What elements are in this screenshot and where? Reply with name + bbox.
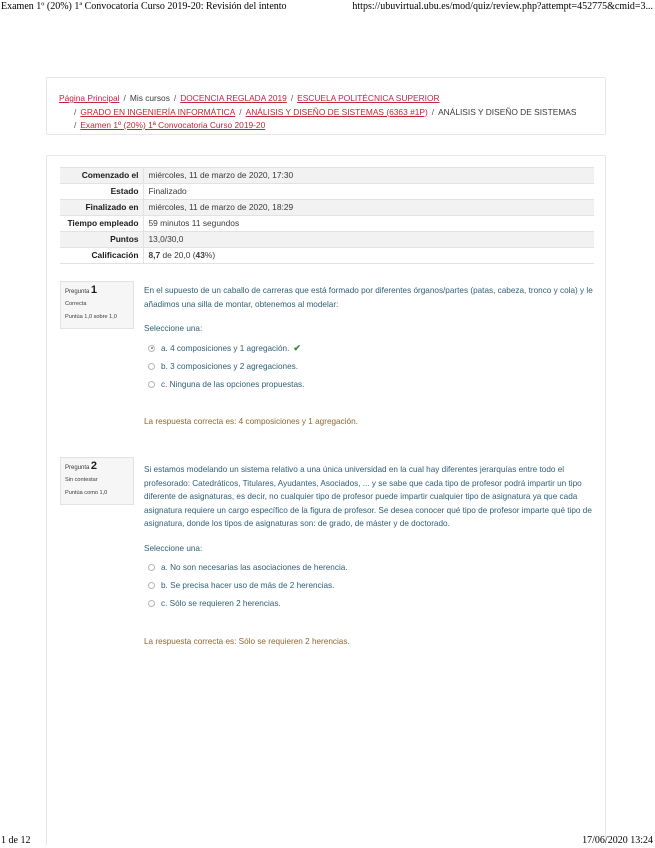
answer-text: a. No son necesarias las asociaciones de herencia. <box>161 563 348 573</box>
breadcrumb-separator: / <box>239 106 242 117</box>
print-header <box>0 0 655 14</box>
breadcrumb-asignatura-text: ANÁLISIS Y DISEÑO DE SISTEMAS <box>438 106 577 117</box>
breadcrumb-home-link[interactable]: Página Principal <box>59 93 120 103</box>
summary-value: miércoles, 11 de marzo de 2020, 17:30 <box>148 170 294 180</box>
question-number: 1 <box>90 284 98 296</box>
breadcrumb-grado-link[interactable]: GRADO EN INGENIERÍA INFORMÁTICA <box>80 106 236 117</box>
print-page-title: Examen 1º (20%) 1ª Convocatoria Curso 2019-20: Revisión del intento <box>1 1 287 12</box>
summary-value <box>143 248 594 264</box>
question-grade: Puntúa 1,0 sobre 1,0 <box>65 314 117 320</box>
breadcrumb-separator: / <box>123 93 126 103</box>
breadcrumb-escuela-link[interactable]: ESCUELA POLITÉCNICA SUPERIOR <box>297 93 440 103</box>
quiz-review-card <box>46 155 606 845</box>
summary-label: Puntos <box>60 232 143 248</box>
radio-button[interactable] <box>148 564 155 571</box>
right-answer-feedback: La respuesta correcta es: 4 composiciones y 1 agregación. <box>144 417 358 427</box>
attempt-summary-table <box>60 167 594 264</box>
question-grade: Puntúa como 1,0 <box>65 490 108 496</box>
question-number: 2 <box>90 460 98 472</box>
radio-button[interactable] <box>148 363 155 370</box>
right-answer-feedback: La respuesta correcta es: Sólo se requieren 2 herencias. <box>144 636 350 646</box>
question-label: Pregunta <box>65 465 90 471</box>
breadcrumb-separator: / <box>290 93 294 103</box>
radio-button[interactable] <box>148 582 155 589</box>
print-datetime: 17/06/2020 13:24 <box>582 835 653 846</box>
summary-row-grade <box>60 248 594 264</box>
summary-row-time-taken <box>60 216 594 232</box>
grade-percent-suffix: %) <box>204 250 216 260</box>
question-2-content <box>144 463 594 646</box>
radio-button[interactable] <box>148 345 155 352</box>
correct-check-icon: ✔ <box>293 342 301 353</box>
breadcrumb-my-courses: Mis cursos <box>129 93 170 103</box>
summary-value: 13,0/30,0 <box>148 234 184 244</box>
answer-text: a. 4 composiciones y 1 agregación. <box>161 343 290 353</box>
answer-option-c[interactable] <box>144 595 594 613</box>
answer-text: b. 3 composiciones y 2 agregaciones. <box>161 361 298 371</box>
breadcrumb-separator: / <box>173 93 177 103</box>
answer-text: b. Se precisa hacer uso de más de 2 herencias. <box>161 581 335 591</box>
summary-row-finished <box>60 200 594 216</box>
question-state: Correcta <box>65 301 87 307</box>
radio-button[interactable] <box>148 600 155 607</box>
breadcrumb-examen-link[interactable]: Examen 1º (20%) 1ª Convocatoria Curso 2019-20 <box>80 120 266 130</box>
summary-label: Estado <box>60 184 143 200</box>
summary-label: Comenzado el <box>60 168 143 184</box>
question-1-info <box>60 281 134 329</box>
breadcrumb-card <box>46 77 606 135</box>
answer-list <box>144 339 594 393</box>
summary-value: miércoles, 11 de marzo de 2020, 18:29 <box>148 202 294 212</box>
question-label: Pregunta <box>65 289 90 295</box>
question-prompt: Seleccione una: <box>144 324 203 334</box>
answer-option-c[interactable] <box>144 375 594 393</box>
radio-button[interactable] <box>148 381 155 388</box>
summary-label: Calificación <box>60 248 143 264</box>
question-text: En el supuesto de un caballo de carreras que está formado por diferentes órganos/partes (patas, cabeza, tronco y cola) y le añadimos una silla de montar, obtenemos al modelar: <box>144 286 593 309</box>
answer-option-a[interactable] <box>144 559 594 577</box>
print-footer <box>0 835 655 848</box>
answer-option-a[interactable] <box>144 339 594 357</box>
question-text: Si estamos modelando un sistema relativo a una única universidad en la cual hay diferentes jerarquías entre todo el profesorado: Catedráticos, Titulares, Ayudantes, Asociados, ... y se sabe que cada tipo de profesor podrá impartir un tipo diferente de asignaturas, es decir, no cualquier tipo de profesor puede impartir cualquier tipo de asignatura ya que cada asignatura requiere un cargo específico de la figura de profesor. Se desea conocer qué tipo de profesor imparte qué tipo de asignatura, donde los tipos de asignaturas son: de grado, de máster y de doctorado. <box>144 465 592 529</box>
summary-row-points <box>60 232 594 248</box>
answer-list <box>144 559 594 613</box>
summary-row-state <box>60 184 594 200</box>
answer-option-b[interactable] <box>144 357 594 375</box>
breadcrumb-separator: / <box>74 106 77 117</box>
print-page-number: 1 de 12 <box>1 835 31 846</box>
breadcrumb-separator: / <box>431 106 435 117</box>
breadcrumb-separator: / <box>74 120 77 130</box>
question-1-content <box>144 284 594 426</box>
summary-value: Finalizado <box>148 186 187 196</box>
answer-text: c. Sólo se requieren 2 herencias. <box>161 599 281 609</box>
question-2-info <box>60 457 134 505</box>
answer-text: c. Ninguna de las opciones propuestas. <box>161 379 305 389</box>
breadcrumb-docencia-link[interactable]: DOCENCIA REGLADA 2019 <box>180 93 287 103</box>
summary-label: Tiempo empleado <box>60 216 143 232</box>
breadcrumb-asignatura-link[interactable]: ANÁLISIS Y DISEÑO DE SISTEMAS (6363 #1P) <box>245 106 428 117</box>
grade-value: 8,7 <box>148 250 161 260</box>
summary-value: 59 minutos 11 segundos <box>148 218 240 228</box>
answer-option-b[interactable] <box>144 577 594 595</box>
print-page-url: https://ubuvirtual.ubu.es/mod/quiz/review.php?attempt=452775&cmid=3... <box>352 1 653 12</box>
question-state: Sin contestar <box>65 477 98 483</box>
grade-out-of: de 20,0 ( <box>160 250 196 260</box>
question-prompt: Seleccione una: <box>144 543 203 553</box>
breadcrumb <box>59 92 599 133</box>
grade-percent: 43 <box>195 250 205 260</box>
summary-row-started <box>60 168 594 184</box>
summary-label: Finalizado en <box>60 200 143 216</box>
